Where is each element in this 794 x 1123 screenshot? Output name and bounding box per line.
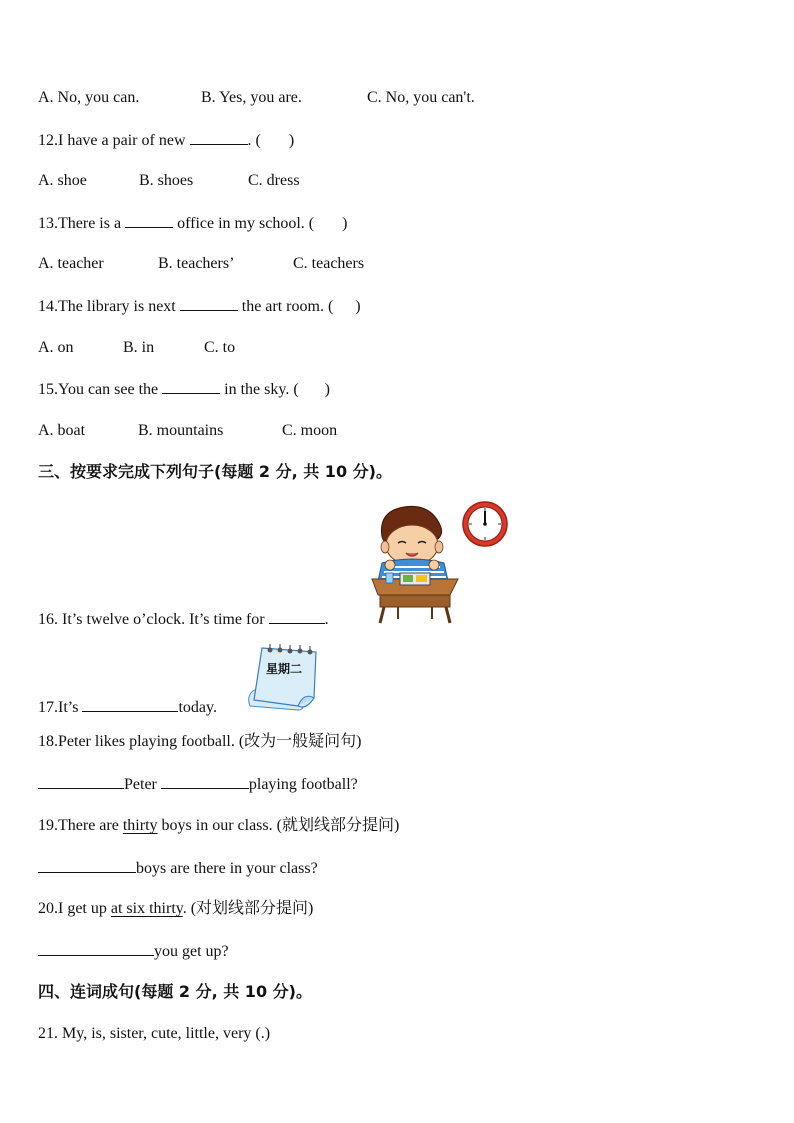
q14-text-after: the art room. ( [237, 298, 334, 315]
q15-option-a: A. boat [38, 422, 86, 439]
q19-answer-end: boys are there in your class? [136, 860, 318, 877]
answer-blank[interactable] [162, 379, 220, 394]
q11-option-a: A. No, you can. [38, 89, 140, 106]
q20-answer-line [38, 941, 229, 962]
q11-option-b: B. Yes, you are. [201, 89, 302, 106]
q14-option-b: B. in [123, 339, 155, 356]
q14-option-a: A. on [38, 339, 74, 356]
q20-text-after: . (对划线部分提问) [182, 900, 314, 917]
boy-eating-lunch-illustration [368, 503, 464, 625]
q12-paren-close: ) [288, 132, 295, 149]
calendar-weekday-label: 星期二 [266, 662, 303, 676]
question-19 [38, 816, 399, 836]
q19-underlined-word: thirty [122, 817, 158, 834]
q19-text: 19.There are [38, 817, 123, 834]
section-4-heading: 四、连词成句(每题 2 分, 共 10 分)。 [38, 982, 312, 1001]
q13-paren-close: ) [342, 215, 348, 232]
q14-option-c: C. to [204, 339, 236, 356]
q19-text-after: boys in our class. (就划线部分提问) [157, 817, 400, 834]
q19-answer-line [38, 858, 318, 879]
calendar-illustration [244, 640, 324, 712]
q17-text-after: today. [178, 699, 217, 716]
question-17 [38, 697, 217, 718]
q20-underlined-phrase: at six thirty [110, 900, 183, 917]
q15-option-b: B. mountains [138, 422, 224, 439]
q16-text: 16. It’s twelve o’clock. It’s time for [38, 611, 269, 628]
q11-option-c: C. No, you can't. [367, 89, 475, 106]
question-18: 18.Peter likes playing football. (改为一般疑问句) [38, 733, 362, 750]
question-14 [38, 296, 361, 317]
q12-text: 12.I have a pair of new [38, 132, 190, 149]
q13-option-b: B. teachers’ [158, 255, 235, 272]
q17-text: 17.It’s [38, 699, 83, 716]
q13-text-after: office in my school. ( [173, 215, 315, 232]
q14-text: 14.The library is next [38, 298, 180, 315]
answer-blank[interactable] [161, 774, 249, 789]
answer-blank[interactable] [38, 774, 124, 789]
q13-text: 13.There is a [38, 215, 126, 232]
q15-text-after: in the sky. ( [220, 381, 299, 398]
question-20 [38, 899, 313, 919]
q12-option-c: C. dress [248, 172, 300, 189]
question-21: 21. My, is, sister, cute, little, very (.) [38, 1025, 271, 1042]
q14-paren-close: ) [355, 298, 361, 315]
q18-answer-line [38, 774, 358, 795]
q18-answer-mid: Peter [124, 776, 161, 793]
q20-text: 20.I get up [38, 900, 111, 917]
section-3-heading: 三、按要求完成下列句子(每题 2 分, 共 10 分)。 [38, 462, 392, 481]
question-16 [38, 609, 329, 630]
q13-option-c: C. teachers [293, 255, 365, 272]
q16-text-after: . [324, 611, 329, 628]
q15-option-c: C. moon [282, 422, 338, 439]
q13-option-a: A. teacher [38, 255, 104, 272]
answer-blank[interactable] [38, 858, 136, 873]
q20-answer-end: you get up? [154, 943, 229, 960]
question-12 [38, 130, 294, 151]
q12-text-after: . ( [247, 132, 261, 149]
clock-icon [461, 500, 509, 548]
answer-blank[interactable] [38, 941, 154, 956]
answer-blank[interactable] [180, 296, 238, 311]
q18-answer-end: playing football? [248, 776, 358, 793]
question-15 [38, 379, 330, 400]
q15-text: 15.You can see the [38, 381, 163, 398]
question-13 [38, 213, 347, 234]
q12-option-a: A. shoe [38, 172, 87, 189]
answer-blank[interactable] [125, 213, 173, 228]
answer-blank[interactable] [269, 609, 325, 624]
q12-option-b: B. shoes [139, 172, 194, 189]
q15-paren-close: ) [324, 381, 330, 398]
answer-blank[interactable] [190, 130, 248, 145]
answer-blank[interactable] [82, 697, 178, 712]
